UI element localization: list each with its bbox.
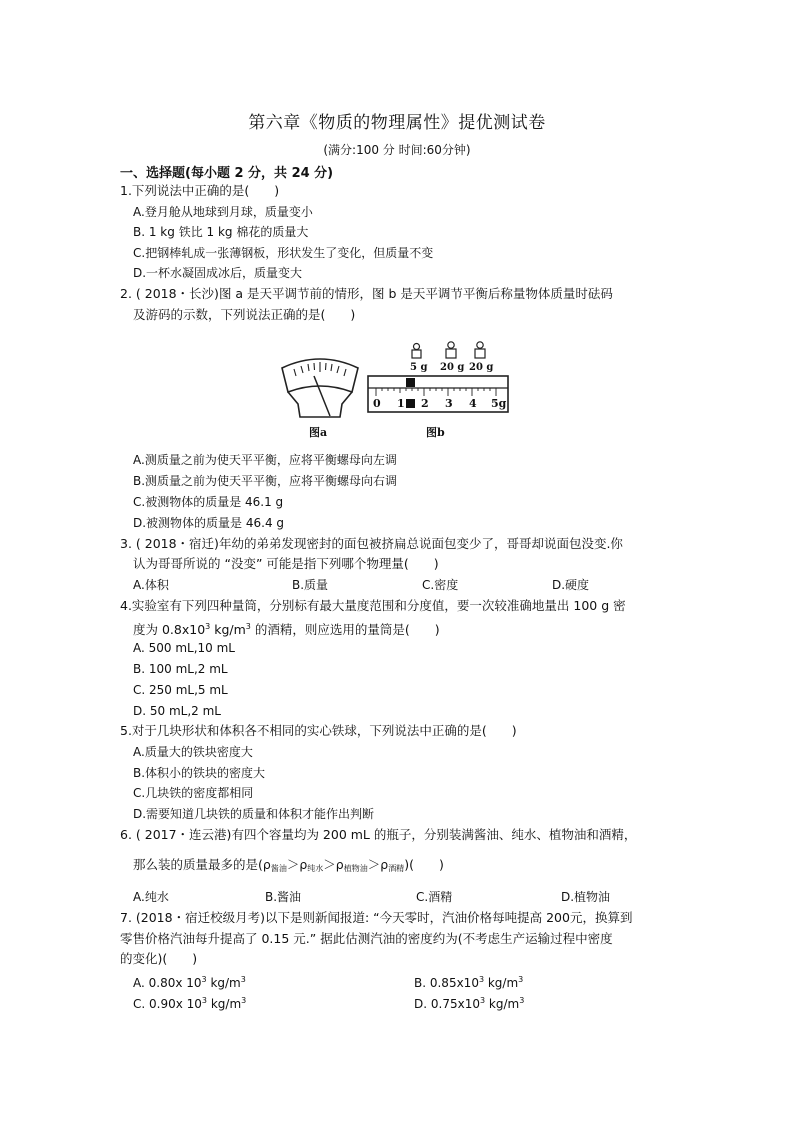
section-heading: 一、选择题(每小题 2 分，共 24 分) xyxy=(120,166,334,181)
q4-option-d: D. 50 mL,2 mL xyxy=(133,704,221,718)
q5-option-b: B.体积小的铁块的密度大 xyxy=(133,766,266,780)
q5-option-c: C.几块铁的密度都相同 xyxy=(133,786,254,800)
q5-stem: 5.对于几块形状和体积各不相同的实心铁球，下列说法中正确的是( ) xyxy=(120,723,517,738)
q3-option-a: A.体积 xyxy=(133,578,169,592)
q5-option-d: D.需要知道几块铁的质量和体积才能作出判断 xyxy=(133,807,375,821)
q7-option-b: B. $0.85x10^3$ $kg/m^3$ xyxy=(414,975,524,990)
q6-option-a: A.纯水 xyxy=(133,890,169,904)
q1-option-c: C.把钢棒轧成一张薄钢板，形状发生了变化，但质量不变 xyxy=(133,246,434,260)
q4-stem-line2: 度为 $0.8x10^3$ $kg/m^3$ 的酒精，则应选用的量筒是( ) xyxy=(133,622,440,637)
scale-num-4: 4 xyxy=(469,397,477,410)
q2-stem-line2: 及游码的示数，下列说法正确的是( ) xyxy=(133,307,356,322)
q4-option-c: C. 250 mL,5 mL xyxy=(133,683,228,697)
q4-option-a: A. 500 mL,10 mL xyxy=(133,641,235,655)
page-title: 第六章《物质的物理属性》提优测试卷 xyxy=(248,113,546,133)
q3-stem-line2: 认为哥哥所说的 “没变” 可能是指下列哪个物理量( ) xyxy=(133,556,439,571)
figure-a-label: 图a xyxy=(309,426,328,439)
balance-dial-figure xyxy=(270,352,370,422)
scale-num-0: 0 xyxy=(373,397,381,410)
q2-option-d: D.被测物体的质量是 46.4 g xyxy=(133,516,285,530)
q3-stem-line1: 3. ( 2018・宿迁)年幼的弟弟发现密封的面包被挤扁总说面包变少了，哥哥却说面包没变.你 xyxy=(120,536,623,551)
q1-option-d: D.一杯水凝固成冰后，质量变大 xyxy=(133,266,303,280)
q6-option-b: B.酱油 xyxy=(265,890,302,904)
q3-option-c: C.密度 xyxy=(422,578,459,592)
q6-option-d: D.植物油 xyxy=(561,890,611,904)
q1-stem: 1.下列说法中正确的是( ) xyxy=(120,183,280,198)
q1-option-a: A.登月舱从地球到月球，质量变小 xyxy=(133,205,313,219)
q4-option-b: B. 100 mL,2 mL xyxy=(133,662,228,676)
q7-option-d: D. $0.75x10^3$ $kg/m^3$ xyxy=(414,996,525,1011)
q6-stem-line1: 6. ( 2017・连云港)有四个容量均为 200 mL 的瓶子，分别装满酱油、纯水、植物油和酒精， xyxy=(120,827,637,842)
q5-option-a: A.质量大的铁块密度大 xyxy=(133,745,253,759)
figure-b-label: 图b xyxy=(426,426,445,439)
q7-stem-line2: 零售价格汽油每升提高了 0.15 元.” 据此估测汽油的密度约为(不考虑生产运输过程中密度 xyxy=(120,931,613,946)
scale-num-3: 3 xyxy=(445,397,453,410)
q3-option-d: D.硬度 xyxy=(552,578,590,592)
q7-stem-line1: 7. (2018・宿迁校级月考)以下是则新闻报道: “今天零时，汽油价格每吨提高 200元，换算到 xyxy=(120,910,633,925)
scale-num-2: 2 xyxy=(421,397,429,410)
q2-stem-line1: 2. ( 2018・长沙)图 a 是天平调节前的情形，图 b 是天平调节平衡后称量物体质量时砝码 xyxy=(120,286,613,301)
scale-num-1: 1 xyxy=(397,397,405,410)
q6-stem-line2: 那么装的质量最多的是$(\rho_{酱油}>\rho_{纯水}>\rho_{植物油}>\rho_{酒精})$( ) xyxy=(133,857,444,873)
weight-label-20g-2: 20 g xyxy=(469,362,494,373)
q7-option-a: A. 0.80x $10^3$ $kg/m^3$ xyxy=(133,975,246,990)
scale-num-5g: 5g xyxy=(491,397,507,410)
q7-option-c: C. 0.90x $10^3$ $kg/m^3$ xyxy=(133,996,247,1011)
q6-option-c: C.酒精 xyxy=(416,890,453,904)
weight-label-5g: 5 g xyxy=(410,362,428,373)
q2-option-c: C.被测物体的质量是 46.1 g xyxy=(133,495,284,509)
q4-stem-line1: 4.实验室有下列四种量筒，分别标有最大量度范围和分度值，要一次较准确地量出 100 g 密 xyxy=(120,598,626,613)
q1-option-b: B. 1 kg 铁比 1 kg 棉花的质量大 xyxy=(133,225,309,239)
q2-option-a: A.测质量之前为使天平平衡，应将平衡螺母向左调 xyxy=(133,453,397,467)
q3-option-b: B.质量 xyxy=(292,578,329,592)
page-subtitle: (满分:100 分 时间:60分钟) xyxy=(323,143,471,157)
q7-stem-line3: 的变化)( ) xyxy=(120,951,198,966)
q2-option-b: B.测质量之前为使天平平衡，应将平衡螺母向右调 xyxy=(133,474,398,488)
weight-label-20g-1: 20 g xyxy=(440,362,465,373)
weights-and-scale-figure xyxy=(366,340,512,415)
